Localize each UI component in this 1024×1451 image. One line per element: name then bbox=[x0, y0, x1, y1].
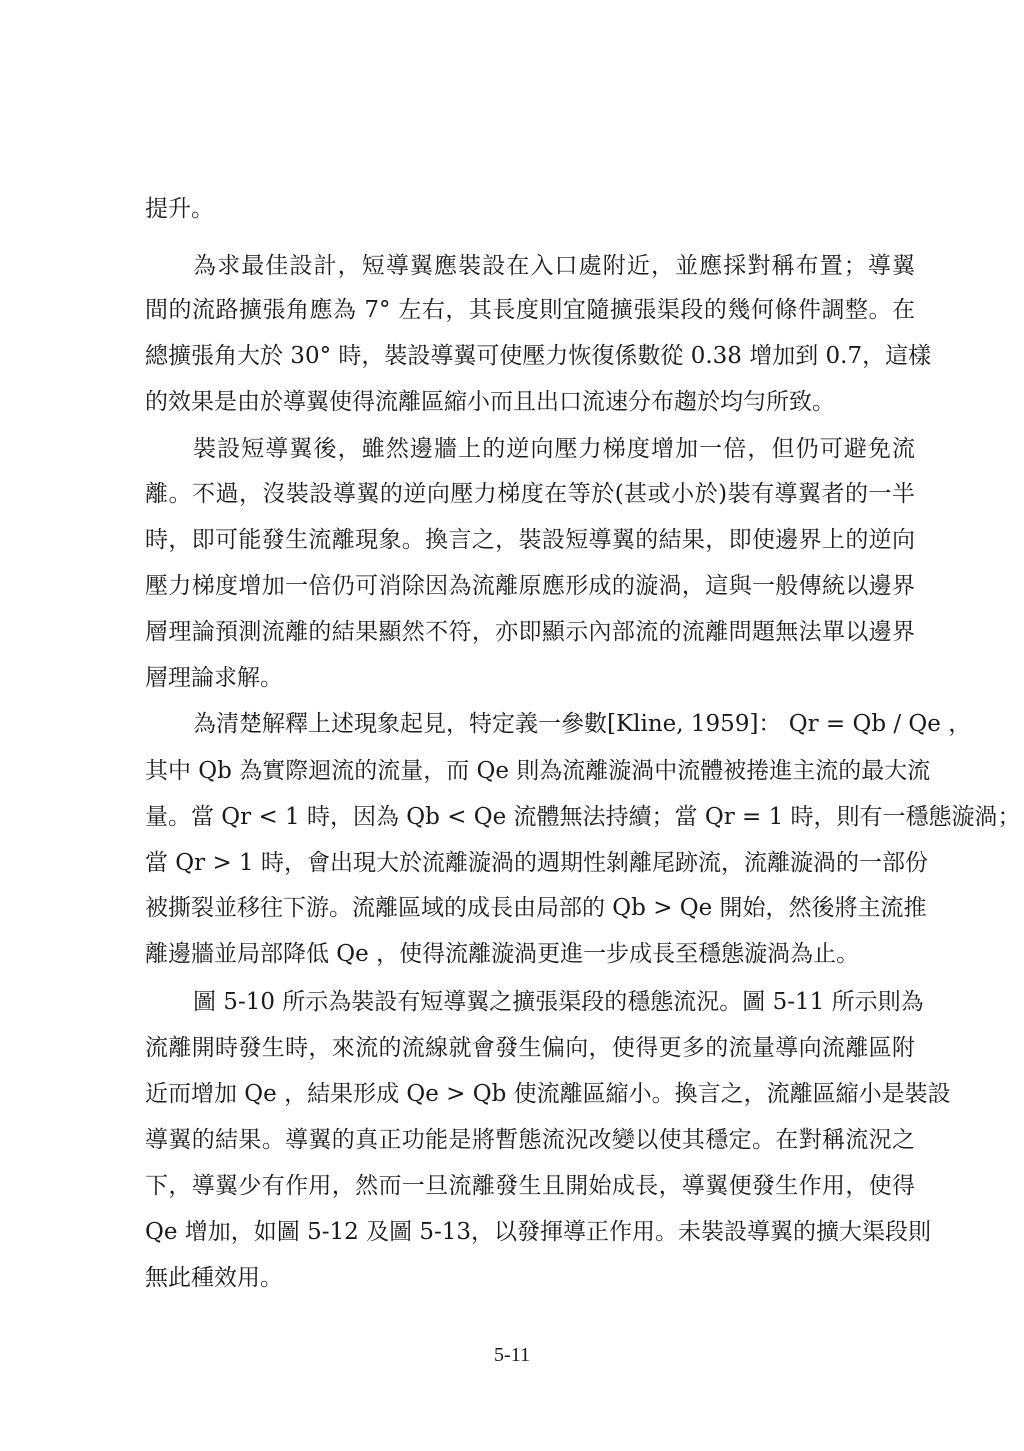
text-line: 層理論預測流離的結果顯然不符，亦即顯示內部流的流離問題無法單以邊界 bbox=[145, 619, 915, 645]
page-number: 5-11 bbox=[494, 1344, 530, 1366]
text-line: 為清楚解釋上述現象起見，特定義一參數[Kline, 1959]： Qr = Qb / Qe ， bbox=[193, 711, 972, 737]
text-line: 量。當 Qr < 1 時，因為 Qb < Qe 流體無法持續；當 Qr = 1 時，則有一穩態漩渦； bbox=[145, 804, 1021, 830]
text-line: 時，即可能發生流離現象。換言之，裝設短導翼的結果，即使邊界上的逆向 bbox=[145, 527, 915, 553]
text-line: Qe 增加，如圖 5-12 及圖 5-13，以發揮導正作用。未裝設導翼的擴大渠段則 bbox=[145, 1219, 932, 1245]
text-line: 為求最佳設計，短導翼應裝設在入口處附近，並應採對稱布置；導翼 bbox=[193, 253, 915, 279]
text-line: 當 Qr > 1 時，會出現大於流離漩渦的週期性剝離尾跡流，流離漩渦的一部份 bbox=[145, 850, 928, 876]
text-line: 無此種效用。 bbox=[145, 1265, 283, 1291]
text-line: 離邊牆並局部降低 Qe ，使得流離漩渦更進一步成長至穩態漩渦為止。 bbox=[145, 941, 860, 967]
text-line: 圖 5-10 所示為裝設有短導翼之擴張渠段的穩態流況。圖 5-11 所示則為 bbox=[193, 989, 924, 1015]
text-line: 導翼的結果。導翼的真正功能是將暫態流況改變以使其穩定。在對稱流況之 bbox=[145, 1127, 915, 1153]
text-line: 間的流路擴張角應為 7° 左右，其長度則宜隨擴張渠段的幾何條件調整。在 bbox=[145, 297, 915, 323]
text-line: 下，導翼少有作用，然而一旦流離發生且開始成長，導翼便發生作用，使得 bbox=[145, 1173, 915, 1199]
text-line: 離。不過，沒裝設導翼的逆向壓力梯度在等於(甚或小於)裝有導翼者的一半 bbox=[145, 481, 915, 507]
text-line: 總擴張角大於 30° 時，裝設導翼可使壓力恢復係數從 0.38 增加到 0.7，這樣 bbox=[145, 343, 932, 369]
text-line: 近而增加 Qe ，結果形成 Qe > Qb 使流離區縮小。換言之，流離區縮小是裝設 bbox=[145, 1081, 951, 1107]
text-line: 壓力梯度增加一倍仍可消除因為流離原應形成的漩渦，這與一般傳統以邊界 bbox=[145, 573, 915, 599]
text-line: 裝設短導翼後，雖然邊牆上的逆向壓力梯度增加一倍，但仍可避免流 bbox=[193, 436, 915, 462]
text-line: 提升。 bbox=[145, 196, 214, 222]
text-line: 的效果是由於導翼使得流離區縮小而且出口流速分布趨於均勻所致。 bbox=[145, 389, 835, 415]
text-line: 被撕裂並移往下游。流離區域的成長由局部的 Qb > Qe 開始，然後將主流推 bbox=[145, 895, 927, 921]
text-line: 流離開時發生時，來流的流線就會發生偏向，使得更多的流量導向流離區附 bbox=[145, 1035, 915, 1061]
text-line: 其中 Qb 為實際迴流的流量，而 Qe 則為流離漩渦中流體被捲進主流的最大流 bbox=[145, 758, 931, 784]
text-line: 層理論求解。 bbox=[145, 665, 283, 691]
